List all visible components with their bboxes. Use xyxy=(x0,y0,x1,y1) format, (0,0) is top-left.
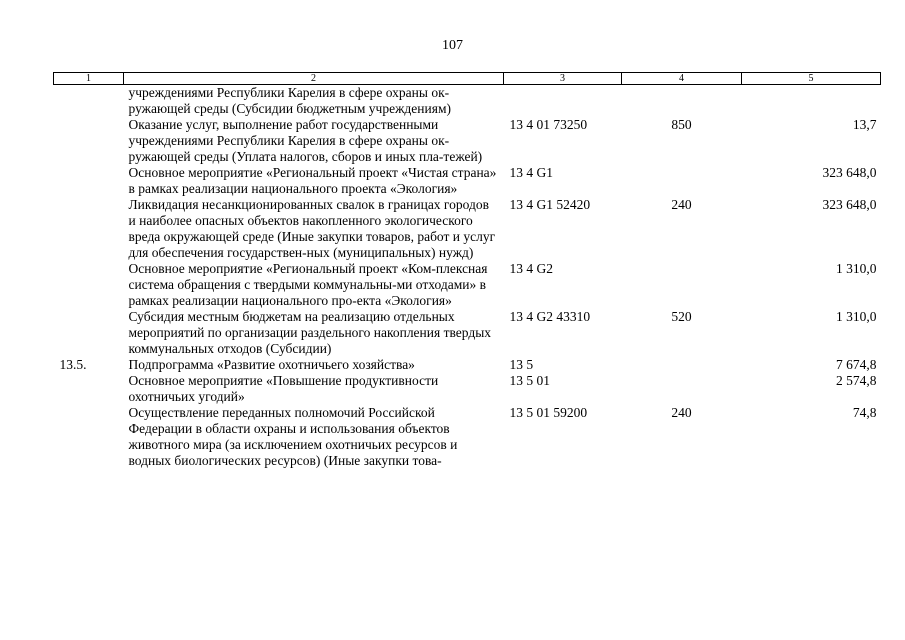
table-row xyxy=(54,197,881,261)
row-amount: 13,7 xyxy=(852,117,877,132)
table-row xyxy=(54,85,881,118)
row-expense-type xyxy=(622,85,742,118)
row-name: Осуществление переданных полномочий Российской Федерации в области охраны и использования объектов животного мира (за исключением охотничьих ресурсов и водных биологических ресурсов) (Иные закупки това- xyxy=(128,405,458,468)
header-col-2: 2 xyxy=(124,73,504,85)
header-col-4: 4 xyxy=(622,73,742,85)
row-amount xyxy=(742,85,881,118)
row-name: Субсидия местным бюджетам на реализацию отдельных мероприятий по организации раздельного накопления твердых коммунальных отходов (Субсидии) xyxy=(128,309,492,356)
row-code: 13 4 G1 52420 xyxy=(509,197,591,212)
row-code: 13 4 01 73250 xyxy=(509,117,588,132)
row-number xyxy=(54,117,124,165)
row-code: 13 4 G1 xyxy=(509,165,553,180)
row-expense-type: 240 xyxy=(671,405,692,420)
row-amount: 1 310,0 xyxy=(836,309,877,324)
page-number: 107 xyxy=(442,38,463,53)
row-name: учреждениями Республики Карелия в сфере охраны ок-ружающей среды (Субсидии бюджетным учреждениям) xyxy=(128,85,451,116)
table-row xyxy=(54,405,881,469)
row-amount: 74,8 xyxy=(852,405,877,420)
row-name: Подпрограмма «Развитие охотничьего хозяйства» xyxy=(128,357,415,372)
budget-table xyxy=(53,72,881,469)
row-code: 13 5 xyxy=(509,357,534,372)
row-number xyxy=(54,165,124,197)
row-name: Основное мероприятие «Региональный проект «Чистая страна» в рамках реализации национального проекта «Экология» xyxy=(128,165,497,196)
row-number xyxy=(54,309,124,357)
row-expense-type: 520 xyxy=(671,309,692,324)
row-amount: 7 674,8 xyxy=(836,357,877,372)
row-code: 13 5 01 59200 xyxy=(509,405,588,420)
row-code: 13 4 G2 43310 xyxy=(509,309,591,324)
row-expense-type xyxy=(622,261,742,309)
row-expense-type: 240 xyxy=(671,197,692,212)
table-row xyxy=(54,373,881,405)
table-row xyxy=(54,357,881,373)
header-col-1: 1 xyxy=(54,73,124,85)
row-expense-type xyxy=(622,165,742,197)
row-code xyxy=(504,85,622,118)
table-row xyxy=(54,309,881,357)
row-name: Оказание услуг, выполнение работ государственными учреждениями Республики Карелия в сфере охраны ок-ружающей среды (Уплата налогов, сборов и иных пла-тежей) xyxy=(128,117,483,164)
row-name: Ликвидация несанкционированных свалок в границах городов и наиболее опасных объектов накопленного экологического вреда окружающей среде (Иные закупки товаров, работ и услуг для обеспечения государствен-ных (муниципальных) нужд) xyxy=(128,197,496,260)
row-number xyxy=(54,405,124,469)
row-amount: 323 648,0 xyxy=(822,197,877,212)
row-expense-type xyxy=(622,373,742,405)
table-row xyxy=(54,261,881,309)
row-amount: 323 648,0 xyxy=(822,165,877,180)
row-code: 13 5 01 xyxy=(509,373,550,388)
table-row xyxy=(54,165,881,197)
row-expense-type xyxy=(622,357,742,373)
row-name: Основное мероприятие «Региональный проект «Ком-плексная система обращения с твердыми коммунальны-ми отходами» в рамках реализации национального про-екта «Экология» xyxy=(128,261,488,308)
header-col-5: 5 xyxy=(742,73,881,85)
row-name: Основное мероприятие «Повышение продуктивности охотничьих угодий» xyxy=(128,373,439,404)
row-number xyxy=(54,261,124,309)
row-code: 13 4 G2 xyxy=(509,261,553,276)
row-amount: 1 310,0 xyxy=(836,261,877,276)
row-number xyxy=(54,373,124,405)
header-row xyxy=(54,73,881,85)
header-col-3: 3 xyxy=(504,73,622,85)
row-expense-type: 850 xyxy=(671,117,692,132)
row-number xyxy=(54,85,124,118)
row-amount: 2 574,8 xyxy=(836,373,877,388)
row-number xyxy=(54,197,124,261)
row-number: 13.5. xyxy=(59,357,87,372)
table-row xyxy=(54,117,881,165)
